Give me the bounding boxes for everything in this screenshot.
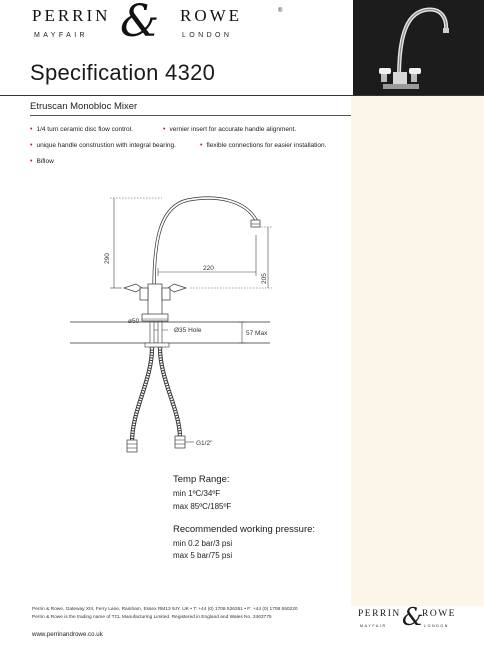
dim-reach: 220 bbox=[203, 265, 214, 272]
feature-item: • flexible connections for easier installation. bbox=[200, 142, 327, 149]
temp-min: min 1ºC/34ºF bbox=[173, 489, 221, 498]
brand-logo bbox=[32, 0, 283, 48]
brand-sub-right: LONDON bbox=[182, 32, 233, 39]
subtitle-divider bbox=[30, 115, 351, 116]
header-divider bbox=[0, 95, 484, 96]
feature-item: • unique handle construstion with integral bearing. bbox=[30, 142, 176, 149]
bullet-icon: • bbox=[200, 142, 203, 149]
side-strip bbox=[351, 96, 484, 606]
footer-url-link[interactable]: www.perrinandrowe.co.uk bbox=[32, 631, 103, 638]
temp-max: max 85ºC/185ºF bbox=[173, 502, 232, 511]
pressure-max: max 5 bar/75 psi bbox=[173, 551, 233, 560]
brand-name-left: PERRIN bbox=[32, 6, 111, 25]
dim-hole: Ø35 Hole bbox=[174, 327, 202, 334]
feature-item: • vernier insert for accurate handle alignment. bbox=[163, 126, 297, 133]
bullet-icon: • bbox=[163, 126, 166, 133]
registered-mark: ® bbox=[278, 8, 283, 14]
dim-deck-max: 57 Max bbox=[246, 330, 268, 337]
footer-address: Perrin & Rowe, Gateway XIII, Ferry Lane, Rainham, Essex RM13 9JY. UK • T: +44 (0) 1708 526361 • F: +44 (0) 1708 550220 bbox=[32, 607, 298, 612]
footer-brand-logo bbox=[358, 603, 458, 637]
pressure-heading: Recommended working pressure: bbox=[173, 524, 316, 535]
technical-drawing bbox=[70, 180, 290, 470]
product-name: Etruscan Monobloc Mixer bbox=[30, 101, 138, 112]
bullet-icon: • bbox=[30, 142, 33, 149]
feature-item: • 1/4 turn ceramic disc flow control. bbox=[30, 126, 133, 133]
footer-registration: Perrin & Rowe is the trading name of TCL Manufacturing Limited. Registered in England and Wales No. 2463775 bbox=[32, 615, 272, 620]
brand-ampersand: & bbox=[120, 0, 160, 47]
footer-brand-left: PERRIN bbox=[358, 609, 401, 619]
bullet-icon: • bbox=[30, 126, 33, 133]
footer-brand-right: ROWE bbox=[422, 609, 456, 619]
page-title: Specification 4320 bbox=[30, 60, 216, 85]
temp-range-heading: Temp Range: bbox=[173, 474, 230, 485]
bullet-icon: • bbox=[30, 158, 33, 165]
brand-sub-left: MAYFAIR bbox=[34, 32, 89, 39]
product-photo bbox=[353, 0, 484, 96]
brand-name-right: ROWE bbox=[180, 6, 243, 25]
pressure-min: min 0.2 bar/3 psi bbox=[173, 539, 233, 548]
dim-height-overall: 290 bbox=[104, 253, 111, 264]
dim-spout-height: 205 bbox=[261, 273, 268, 284]
footer-brand-sub-right: LONDON bbox=[424, 624, 449, 628]
dim-base-diameter: ø50 bbox=[128, 318, 140, 325]
dim-connection: G1/2" bbox=[196, 440, 213, 447]
feature-item: • Biflow bbox=[30, 158, 54, 165]
footer-brand-ampersand: & bbox=[402, 603, 424, 631]
footer-brand-sub-left: MAYFAIR bbox=[360, 624, 387, 628]
